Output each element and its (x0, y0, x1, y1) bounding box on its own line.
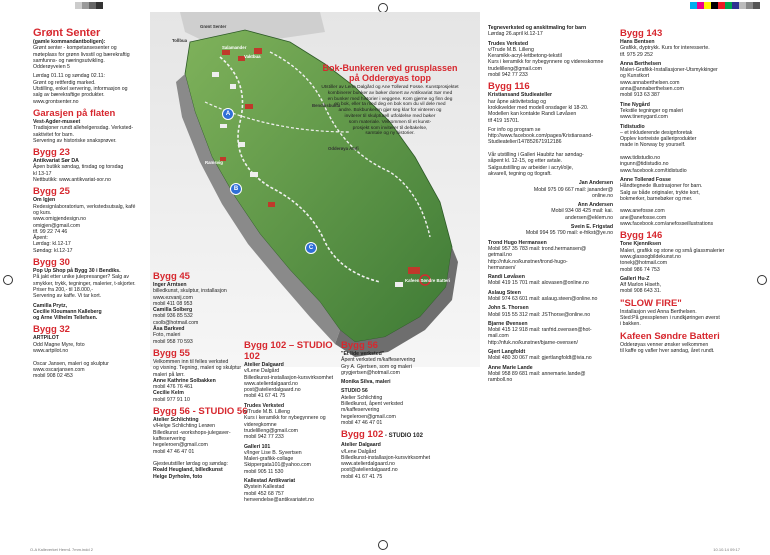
bygg-56-text: v/Helge Schlichting Lerøen Billedkunst -workshops-julegaver- kaffeservering hegeleroen@gmail.com mobil 47 46 47 01 Gjesteutstiller lørdag og søndag: (153, 423, 231, 468)
bygg-55-sub2: Cecilie Kelm (153, 390, 184, 397)
bygg-30-sub: Pop Up Shop på Bygg 30 i Bendiks. (33, 268, 121, 275)
facebook-info: For info og program se http://www.facebook.com/pages/Kristiansand- Studieatelier/147852671912186 Vår utstilling i Galleri Haubitz har søndag- såpent kl. 12-15, og etter avtale. Salgsutstilling av arbeider i acryl/olje, akvarell, tegning og tlograft. (488, 126, 593, 177)
map-label-tollbua: Tollbua (172, 38, 187, 43)
anne-marie-lande: Anne Marie Lande (488, 364, 533, 371)
bygg-25-text: Redesignlaboratorium, verkstedsutsalg, kafé og kurs. www.omigjendesign.no omigjen@gmail.com tlf. 99 22 74 46 Åpent: Lørdag: kl.12-17 Søndag: kl.12-17 (33, 203, 136, 254)
bygg-45-text2: mobil 936 85 532 csolb@hotmail.com (153, 313, 199, 326)
trudes-verksted-text: v/Trude M.B. Lilleng Keramikk-acryl-lettbetong-tekstil Kurs i keramikk for nybegynnere og videreskomne trudelilleng@gmail.com mobil 942 77 233 (488, 46, 604, 79)
bygg-45-sub2: Camilla Solberg (153, 307, 193, 314)
bygg-56b-title: Bygg 56 (341, 340, 378, 351)
map-label-vaktbua: Vaktbua (244, 54, 261, 59)
garasjen-sub: Vest-Agder-museet (33, 118, 81, 125)
gjert-langfoldt: Gjert Langfoldt (488, 349, 526, 356)
trudes-text: v/Trude M.B. Lilleng Kurs i keramikk for nybegynnere og videregkomne trudelilleng@gmail.com mobil 942 77 233 (244, 409, 326, 441)
kafeen-sondre-batteri-title: Kafeen Søndre Batteri (620, 330, 720, 342)
bygg-56b-sub: "Et lide verksted" (341, 351, 385, 357)
studio-102-text: v/Lene Dalgård Billedkunst-installasjon-kursvirksomhet www.atelierdalgaard.no post@atelierdalgaard.no mobil 41 67 41 75 (244, 368, 334, 400)
bygg-32-text: Odd Magne Myre, foto www.artpilot.no Oscar Jansen, maleri og skulptur www.oscarjansen.com mobil 908 02 453 (33, 341, 109, 380)
anna-berthelsen-text: Maleri-Grafikk-Installasjoner-Utsmykkinger og Kunstkort www.annaberthelsen.com anna@annaberthelsen.com mobil 913 63 387 (620, 67, 718, 99)
gront-senter-sub: (gamle kommandantboligen): (33, 39, 106, 45)
bygg-55-text: Velkommen inn til felles verksted og visning. Tegning, maleri og skulptur maleri på lørr. (153, 358, 242, 378)
bygg-146-title: Bygg 146 (620, 230, 663, 242)
bygg-55-text3: mobil 977 91 10 (153, 396, 190, 403)
bygg-30-text: På jakt etter unike julepresanger? Salg av smykker, trykk, tegninger, malerier, t-skjorter. Priser fra 200,- til 18.000,- Servering av kaffe. Vi tar kort. (33, 274, 136, 300)
bygg-25-title: Bygg 25 (33, 186, 70, 198)
hans-bentsen: Hans Bentsen (620, 39, 655, 45)
map-intro: Utstiller av Lene Dalgård og Ane Tollerød Fosse. Kunstprosjektet kombinerer bunker av bøker donert av Antikvariat Sør med en bunker med historier i veggene. Kom gjerne og finn deg en bok, eller ta med deg en bok som du vil dele med andre. Bokbunkeren gjør seg klar for vinteren og inviterer til skulpturell utfoldelse med bøker som materiale. Velkommen til et kunst- prosjekt som inviterer til deltakelse, samtale og ny historier. (321, 85, 459, 137)
bygg-23-text: Åpen butikk søndag, tirsdag og torsdag kl 13-17 Nettbutikk: www.antikvariat-sor.no (33, 164, 124, 184)
bygg-55-text2: mobil 476 76 461 (153, 384, 193, 391)
bygg-56-names: Roald Heugland, billedkunst Helge Dyrholm, foto (153, 467, 223, 480)
color-bar (690, 2, 760, 9)
column-6 (620, 25, 745, 354)
bygg-146-text: Maleri, grafikk og stone og små glassmalerier www.glassogbildekunst.no tonekj@hotmail.com mobil 986 74 753 (620, 247, 725, 273)
registration-mark-bottom (378, 540, 388, 550)
bygg-45-sub3: Åsa Barkved (153, 326, 185, 333)
bygg-45-text: billedkunst, skulptur, installasjon www.ezvanij.com mobil 411 08 953 (153, 288, 227, 307)
bygg-55-sub: Anne Kathrine Solbakken (153, 377, 216, 384)
bygg-116-title: Bygg 116 (488, 81, 530, 93)
bygg-56b-text: Åpent verksted m/kaffeservering Gry A. Gjertsen, som og maleri grygjertsen@hotmail.com (341, 357, 416, 376)
bygg-30-title: Bygg 30 (33, 257, 70, 269)
tegneverksted-title: Tegneverksted og anskitmaling for barn (488, 25, 587, 31)
ann-andersen-text: Mobil 934 08 425 mail: kai. andersen@eklem.no (551, 208, 613, 221)
aslaug-steen-text: Mobil 974 63 601 mail: aslaug.steen@online.no (488, 295, 598, 302)
bygg-30-names: Camilla Prytz, Cecilie Kloumann Kalleberg og Arne Vilhelm Tellefsen. (33, 302, 102, 322)
tone-kjenniksen: Tone Kjenniksen (620, 241, 662, 248)
trond-hermansen: Trond Hugo Hermansen (488, 239, 547, 246)
trond-hermansen-text: Mobil 957 35 783 mail: trond.hermansen@ getmail.no http://nfuk.no/kunstner/trond-hugo- hermansen/ (488, 245, 587, 271)
registration-mark-right (757, 275, 767, 285)
tine-nygard: Tine Nygård (620, 101, 650, 108)
anne-marie-lande-text: Mobil 958 89 681 mail: annemarie.lande@ ramboll.no (488, 370, 586, 384)
bygg-102b-title2: - STUDIO 102 (383, 433, 423, 440)
anne-tollerod-fosse-text: Håndtegnede illustrasjoner for barn. Salg av både originaler, trykte kort, bokmerker, barnebøker og mer. www.anefosse.com ane@anefosse.com www.facebook.com/anefosseillustrations (620, 183, 714, 228)
bygg-25-sub: Om Igjen (33, 197, 56, 204)
john-thorsen: John S. Thorsen (488, 305, 529, 312)
gront-senter-hours: Lørdag 01.11 og søndag 02.11: Grønt og rettferdig marked. Utstilling, enkel servering, informasjon og salg av bærekraftige produkter. www.grontsenter.no (33, 73, 128, 105)
studio-56-text: Atelier Schlichting Billedkunst, åpent verksted m/kaffeservering hegeleroen@gmail.com mobil 47 46 47 01 (341, 394, 403, 426)
bjarne-ovensen-text: Mobil 415 12 918 mail: ranfrid.ovensen@hot- mail.com http://nfuk.no/kunstner/bjarne-ovensen/ (488, 327, 592, 346)
color-bar-left (75, 2, 103, 9)
map-title: Bok-Bunkeren ved grusplassen på Odderøyas topp (322, 63, 458, 83)
bygg-56-sub: Atelier Schlichting (153, 417, 199, 424)
randi-lovasen-text: Mobil 419 15 701 mail: alovasen@online.no (488, 280, 589, 287)
studio-102-title: Bygg 102 – STUDIO 102 (244, 340, 333, 362)
gjert-langfoldt-text: Mobil 480 30 067 mail: gjertlangfoldt@ivia.no (488, 355, 592, 362)
slow-fire-title: "SLOW FIRE" (620, 297, 682, 309)
map-label-salamander: Salamander (222, 45, 247, 50)
bygg-32-sub: ARTPILOT (33, 335, 59, 342)
footer-right: 10.10.14 09:17 (713, 547, 740, 552)
bjarne-ovensen: Bjarne Øvensen (488, 320, 528, 327)
kallestad-text: Øystein Kallestad mobil 452 68 757 henvendelse@antikvariatet.no (244, 484, 314, 503)
bygg-45-sub: Inger Arntsen (153, 282, 187, 288)
bygg-56b-sub2: Monika Silva, maleri (341, 379, 391, 386)
column-3 (244, 337, 344, 503)
column-1 (33, 25, 153, 379)
jan-andersen: Jan Andersen (578, 180, 613, 187)
bygg-23-title: Bygg 23 (33, 147, 70, 159)
studio-56-sub: STUDIO 56 (341, 388, 368, 395)
gront-senter-title: Grønt Senter (33, 27, 101, 39)
galleri-huz-text: Alf Marlon Hiseth, mobil 908 643 31. (620, 282, 662, 295)
map-label-sondre-batteri: Kafeen Søndre Batteri (405, 278, 451, 283)
galleri-huz: Galleri Hu-Z (620, 275, 650, 282)
svein-frigstad: Svein E. Frigstad (570, 224, 613, 231)
map-marker-b: B (230, 183, 242, 195)
column-4 (341, 337, 441, 480)
bygg-23-sub: Antikvariat Sør DA (33, 158, 79, 165)
bygg-143-text: Grafikk, dyptrykk. Kurs for interesserte. tlf. 975 29 252 (620, 45, 710, 58)
column-2 (153, 268, 248, 480)
ann-andersen: Ann Andersen (577, 202, 613, 209)
bygg-102b-text: v/Lene Dalgård Billedkunst-installasjon-kursvirksomhet www.atelierdalgaard.no post@atelierdalgaard.no mobil 41 67 41 75 (341, 448, 431, 480)
bygg-55-title: Bygg 55 (153, 347, 190, 359)
gront-senter-text: Grønt senter - kompetansesenter og møteplass for grønn livsstil og bærekraftig samfunns- og næringsutvikling. Odderøyveien 5 (33, 45, 130, 71)
jan-andersen-text: Mobil 975 09 667 mail: janander@ online.no (533, 186, 613, 199)
bygg-56-title: Bygg 56 - STUDIO 56 (153, 406, 248, 418)
bygg-45-text3: Foto, maleri mobil 958 70 593 (153, 332, 193, 345)
randi-lovasen: Randi Løvåsen (488, 274, 525, 281)
aslaug-steen: Aslaug Steen (488, 289, 521, 296)
garasjen-title: Garasjen på flaten (33, 107, 116, 119)
bygg-102b-title: Bygg 102 (341, 429, 384, 441)
map-marker-c: C (305, 242, 317, 254)
map-label-odderoya-amfi: Odderøya Amfi (328, 146, 359, 151)
map-marker-a: A (222, 108, 234, 120)
bygg-102b-sub: Atelier Dalgaard (341, 442, 381, 449)
trudes-sub: Trudes Verksted (244, 402, 285, 409)
kallestad-sub: Kallestad Antikvariat (244, 478, 296, 485)
bygg-143-title: Bygg 143 (620, 28, 663, 39)
tidistudio: Tidistudio (620, 123, 645, 130)
kafeen-sondre-batteri-text: Odderøyas venner ønsker velkommen til kaffe og vafler hver søndag, året rundt. (620, 341, 715, 354)
registration-mark-left (3, 275, 13, 285)
galleri-101-text: v/Inger Lise B. Syvertsen Maleri-grafikk-collage Skippergata101@yahoo.com mobil 905 11 530 (244, 449, 311, 475)
slow-fire-text: Installasjon ved Anna Berthelsen. Sted:På gressplenen i rundkjøringen øverst i bakken. (620, 308, 720, 328)
john-thorsen-text: Mobil 915 55 312 mail: JSThorse@online.no (488, 311, 591, 318)
anne-tollerod-fosse: Anne Tollerød Fosse (620, 176, 671, 183)
studio-102-sub: Atelier Dalgaard (244, 362, 284, 368)
bygg-32-title: Bygg 32 (33, 324, 70, 336)
map-label-bendiksbukta: Bendiksbukta (312, 103, 341, 108)
bygg-116-text: har åpne aktivitetsdag og krokikvelder med modell onsdager kl 18-20. Modellen kan kontakte Randi Løvåsen tlf 419 15701. (488, 98, 589, 124)
map-label-ramsvig: Ramsvig (205, 160, 223, 165)
footer-left: O-A Kalleverket Herm1 7mm.indd 2 (30, 547, 93, 552)
galleri-101-sub: Galleri 101 (244, 443, 271, 450)
anna-berthelsen: Anna Berthelsen (620, 60, 662, 67)
bygg-116-sub: Kristiansand Studieateller (488, 92, 552, 99)
tine-nygard-text: Tekstile tegninger og maleri www.tinenygard.com (620, 107, 684, 121)
column-5 (488, 25, 613, 384)
trudes-verksted-sub: Trudes Verksted (488, 40, 529, 47)
tidistudio-text: – et inkluderende designforetak Opplev kortreiste galleriprodukter made in Norway by yourself. www.tidistudio.no ingunn@tidistudio.no www.facebook.com/tidistudio (620, 129, 697, 174)
garasjen-text: Tradisjoner rundt allehelgensdag. Verksted- saktivitet for barn. Servering av historiske snaksprøver. (33, 125, 134, 144)
map-label-gront-senter: Grønt Senter (200, 24, 227, 29)
svein-frigstad-text: Mobil 994 95 790 mail: e-frikst@ye.no (525, 230, 613, 237)
bygg-45-title: Bygg 45 (153, 271, 190, 282)
tegneverksted-text: Lørdag 26.april kl.12-17 (488, 31, 543, 38)
